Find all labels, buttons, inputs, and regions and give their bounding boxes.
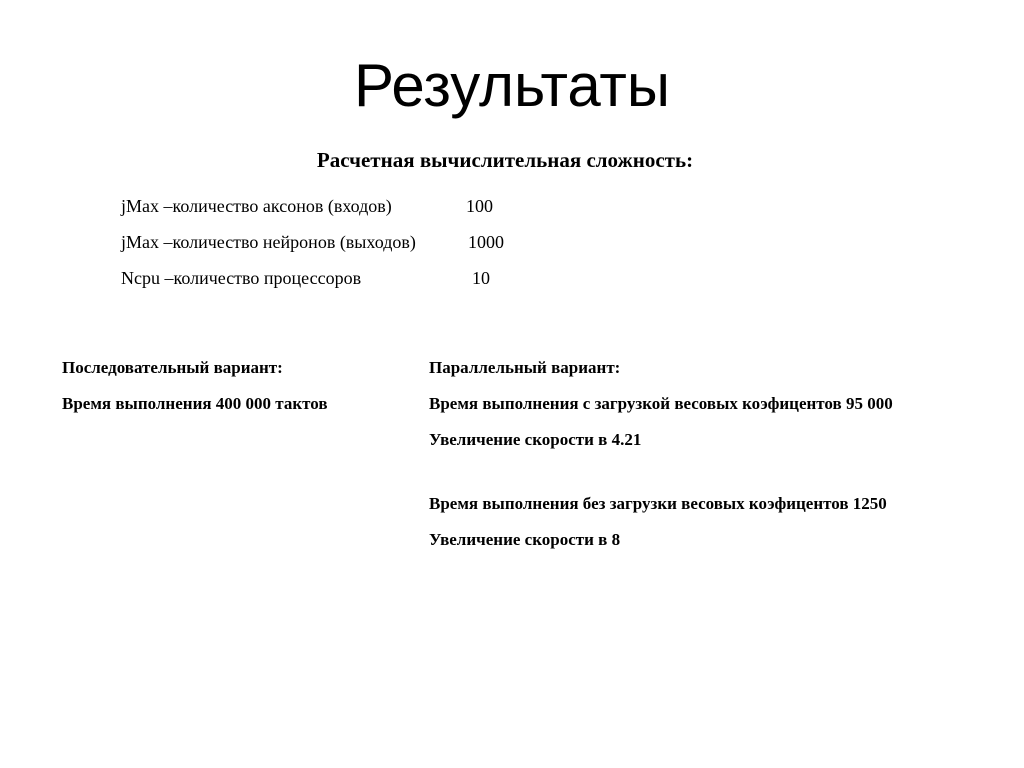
parallel-speedup-without-weights: Увеличение скорости в 8: [429, 530, 621, 549]
section-spacer: [429, 464, 893, 492]
slide-title: Результаты: [354, 52, 670, 119]
parallel-time-without-weights: Время выполнения без загрузки весовых коэфицентов 1250: [429, 494, 887, 513]
parallel-speedup-with-weights: Увеличение скорости в 4.21: [429, 430, 642, 449]
sequential-time: Время выполнения 400 000 тактов: [62, 394, 328, 413]
complexity-heading: Расчетная вычислительная сложность:: [316, 148, 694, 172]
parameter-name: jMax –количество нейронов (выходов): [121, 232, 416, 252]
parameter-name: jMax –количество аксонов (входов): [121, 196, 392, 216]
parameter-name: Ncpu –количество процессоров: [121, 268, 362, 288]
parameter-value: 10: [472, 268, 490, 288]
parameter-value: 1000: [468, 232, 504, 252]
sequential-heading: Последовательный вариант:: [62, 358, 283, 377]
parallel-column: [429, 356, 893, 564]
parallel-time-with-weights: Время выполнения с загрузкой весовых коэфицентов 95 000: [429, 394, 893, 413]
sequential-column: [62, 356, 328, 428]
parallel-heading: Параллельный вариант:: [429, 358, 621, 377]
parameter-value: 100: [466, 196, 493, 216]
